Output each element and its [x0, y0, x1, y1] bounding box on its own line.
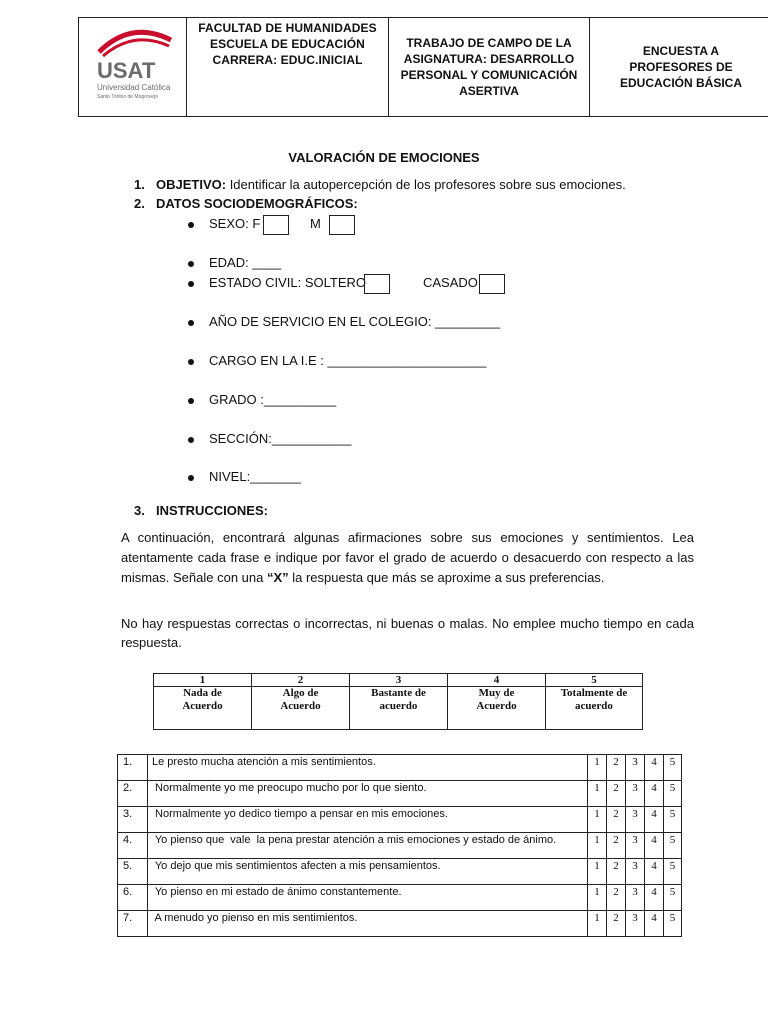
bullet-icon: [188, 261, 194, 267]
usat-logo: [79, 18, 187, 116]
sex-label: SEXO: F: [209, 216, 261, 231]
age-field[interactable]: EDAD: ____: [209, 255, 282, 270]
rating-option[interactable]: 3: [626, 911, 645, 937]
career-line: CARRERA: EDUC.INICIAL: [212, 53, 363, 67]
rating-option[interactable]: 4: [645, 885, 664, 911]
scale-label: [252, 687, 350, 730]
bullet-icon: [188, 475, 194, 481]
marital-status-label: ESTADO CIVIL: SOLTERO: [209, 275, 366, 290]
school-line: ESCUELA DE EDUCACIÓN: [210, 37, 365, 51]
instructions-text: A continuación, encontrará algunas afirmaciones sobre sus emociones y sentimientos. Lea atentamente cada frase e indique por favor el grado de acuerdo o desacuerdo con respecto a las mismas. Señale con una: [121, 530, 694, 585]
table-row: [118, 911, 682, 937]
item-number: 7.: [118, 911, 148, 937]
objective-label: OBJETIVO:: [156, 177, 227, 192]
logo-subtitle-2: Santo Toribio de Mogrovejo: [97, 94, 158, 100]
items-table: [117, 754, 682, 937]
rating-option[interactable]: 1: [588, 911, 607, 937]
rating-option[interactable]: 5: [664, 781, 682, 807]
item-number: 3.: [118, 807, 148, 833]
rating-option[interactable]: 2: [607, 781, 626, 807]
married-checkbox[interactable]: [479, 274, 505, 294]
scale-label-text: Totalmente de acuerdo: [560, 687, 628, 712]
table-row: [118, 755, 682, 781]
item-statement: Normalmente yo me preocupo mucho por lo que siento.: [148, 781, 588, 807]
rating-option[interactable]: 1: [588, 859, 607, 885]
item-statement: Yo pienso que vale la pena prestar atención a mis emociones y estado de ánimo.: [148, 833, 588, 859]
section-1-number: 1.: [134, 177, 145, 192]
bullet-icon: [188, 281, 194, 287]
rating-option[interactable]: 5: [664, 911, 682, 937]
scale-label: [154, 687, 252, 730]
page-title: VALORACIÓN DE EMOCIONES: [288, 150, 480, 165]
rating-option[interactable]: 4: [645, 755, 664, 781]
rating-option[interactable]: 3: [626, 833, 645, 859]
item-number: 6.: [118, 885, 148, 911]
logo-text: USAT: [97, 58, 156, 83]
bullet-icon: [188, 437, 194, 443]
demographics-label: DATOS SOCIODEMOGRÁFICOS:: [156, 196, 358, 211]
item-statement: Yo dejo que mis sentimientos afecten a mis pensamientos.: [148, 859, 588, 885]
table-row: [118, 859, 682, 885]
rating-option[interactable]: 3: [626, 755, 645, 781]
scale-label: [546, 687, 643, 730]
logo-cell: [79, 18, 187, 116]
objective-line: [156, 177, 626, 192]
rating-option[interactable]: 2: [607, 807, 626, 833]
scale-label: [448, 687, 546, 730]
instructions-paragraph: [121, 528, 694, 588]
rating-option[interactable]: 1: [588, 833, 607, 859]
item-number: 4.: [118, 833, 148, 859]
survey-cell: [590, 18, 768, 116]
section-3-number: 3.: [134, 503, 145, 518]
course-cell: [389, 18, 590, 116]
rating-option[interactable]: 3: [626, 807, 645, 833]
rating-option[interactable]: 2: [607, 911, 626, 937]
course-title: TRABAJO DE CAMPO DE LA ASIGNATURA: DESARROLLO PERSONAL Y COMUNICACIÓN ASERTIVA: [400, 36, 578, 98]
survey-title: ENCUESTA A PROFESORES DE EDUCACIÓN BÁSICA: [619, 44, 742, 90]
table-row: [118, 807, 682, 833]
scale-number: 4: [448, 674, 546, 687]
rating-option[interactable]: 4: [645, 781, 664, 807]
rating-option[interactable]: 4: [645, 833, 664, 859]
bullet-icon: [188, 398, 194, 404]
rating-option[interactable]: 1: [588, 755, 607, 781]
rating-option[interactable]: 5: [664, 833, 682, 859]
logo-subtitle: Universidad Católica: [97, 83, 171, 92]
scale-number: 5: [546, 674, 643, 687]
response-scale-table: [153, 673, 643, 730]
item-number: 2.: [118, 781, 148, 807]
section-field[interactable]: SECCIÓN:___________: [209, 431, 352, 446]
rating-option[interactable]: 4: [645, 807, 664, 833]
faculty-line: FACULTAD DE HUMANIDADES: [198, 21, 377, 35]
sex-m-label: M: [310, 216, 321, 231]
rating-option[interactable]: 2: [607, 755, 626, 781]
bullet-icon: [188, 320, 194, 326]
table-row: [118, 833, 682, 859]
sex-f-checkbox[interactable]: [263, 215, 289, 235]
scale-number: 2: [252, 674, 350, 687]
scale-label-text: Algo de Acuerdo: [280, 687, 321, 712]
scale-label: [350, 687, 448, 730]
instructions-label: INSTRUCCIONES:: [156, 503, 268, 518]
bullet-icon: [188, 359, 194, 365]
rating-option[interactable]: 2: [607, 833, 626, 859]
rating-option[interactable]: 4: [645, 911, 664, 937]
rating-option[interactable]: 4: [645, 859, 664, 885]
instructions-text-end: la respuesta que más se aproxime a sus preferencias.: [288, 570, 605, 585]
rating-option[interactable]: 3: [626, 781, 645, 807]
item-statement: Normalmente yo dedico tiempo a pensar en mis emociones.: [148, 807, 588, 833]
position-field[interactable]: CARGO EN LA I.E : ______________________: [209, 353, 487, 368]
years-of-service-field[interactable]: AÑO DE SERVICIO EN EL COLEGIO: _________: [209, 314, 501, 329]
rating-option[interactable]: 5: [664, 755, 682, 781]
rating-option[interactable]: 5: [664, 807, 682, 833]
item-statement: A menudo yo pienso en mis sentimientos.: [148, 911, 588, 937]
faculty-cell: [187, 18, 389, 116]
rating-option[interactable]: 5: [664, 885, 682, 911]
item-statement: Le presto mucha atención a mis sentimientos.: [148, 755, 588, 781]
table-row: [118, 885, 682, 911]
scale-label-text: Bastante de acuerdo: [371, 687, 426, 712]
rating-option[interactable]: 5: [664, 859, 682, 885]
scale-number: 1: [154, 674, 252, 687]
level-field[interactable]: NIVEL:_______: [209, 469, 301, 484]
item-number: 5.: [118, 859, 148, 885]
scale-label-text: Nada de Acuerdo: [182, 687, 223, 712]
section-2-number: 2.: [134, 196, 145, 211]
rating-option[interactable]: 1: [588, 781, 607, 807]
table-row: [118, 781, 682, 807]
instructions-mark: “X”: [266, 570, 289, 585]
document-header: [78, 17, 768, 117]
bullet-icon: [188, 222, 194, 228]
married-label: CASADO: [423, 275, 478, 290]
item-statement: Yo pienso en mi estado de ánimo constantemente.: [148, 885, 588, 911]
scale-number: 3: [350, 674, 448, 687]
objective-text: Identificar la autopercepción de los profesores sobre sus emociones.: [226, 177, 626, 192]
rating-option[interactable]: 3: [626, 859, 645, 885]
rating-option[interactable]: 3: [626, 885, 645, 911]
rating-option[interactable]: 1: [588, 885, 607, 911]
rating-option[interactable]: 1: [588, 807, 607, 833]
instructions-note: No hay respuestas correctas o incorrectas, ni buenas o malas. No emplee mucho tiempo en cada respuesta.: [121, 616, 694, 650]
scale-label-text: Muy de Acuerdo: [476, 687, 517, 712]
rating-option[interactable]: 2: [607, 885, 626, 911]
rating-option[interactable]: 2: [607, 859, 626, 885]
single-checkbox[interactable]: [364, 274, 390, 294]
sex-m-checkbox[interactable]: [329, 215, 355, 235]
item-number: 1.: [118, 755, 148, 781]
grade-field[interactable]: GRADO :__________: [209, 392, 337, 407]
